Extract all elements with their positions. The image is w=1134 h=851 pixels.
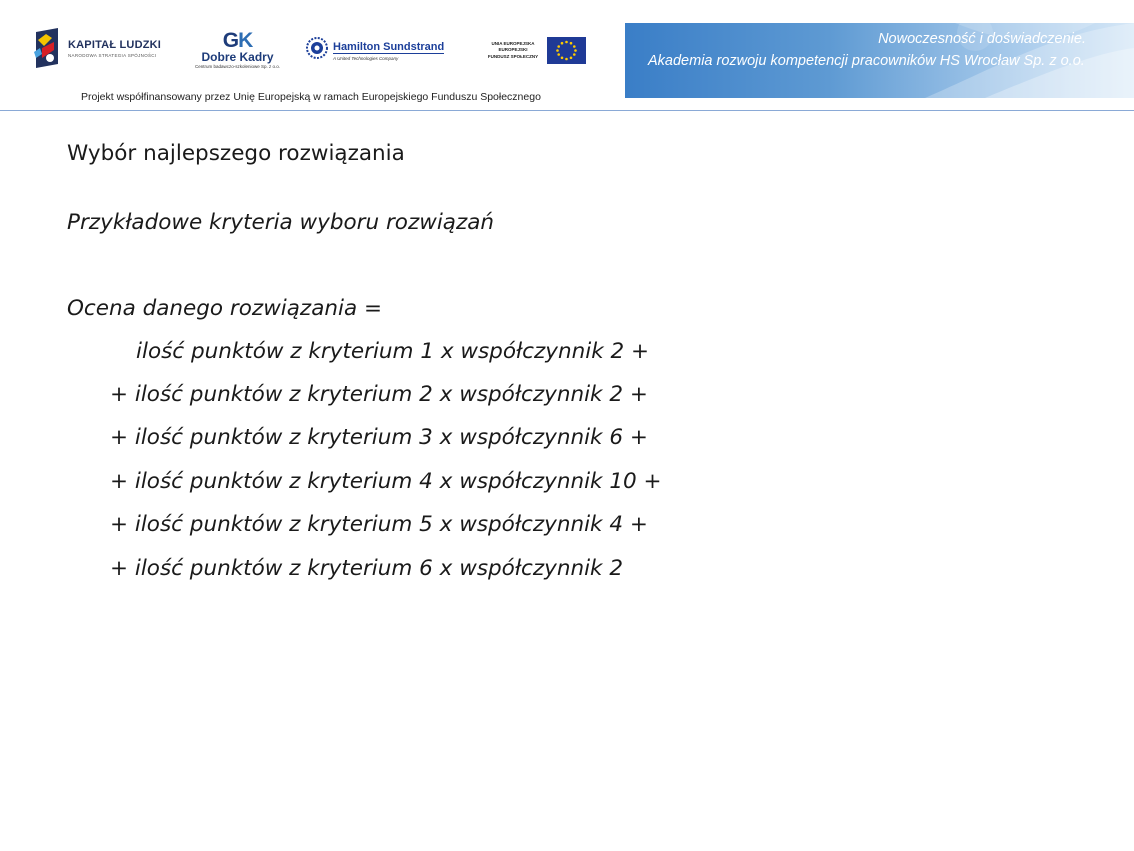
- hamilton-sundstrand-title: Hamilton Sundstrand: [333, 40, 445, 53]
- hamilton-sundstrand-subtitle: A United Technologies Company: [333, 55, 399, 61]
- slide-title: Wybór najlepszego rozwiązania: [67, 141, 405, 166]
- dobre-kadry-mark: [223, 31, 253, 51]
- kapital-ludzki-title: KAPITAŁ LUDZKI: [68, 38, 162, 51]
- dobre-kadry-logo: [195, 31, 280, 69]
- header-divider: [0, 110, 1134, 111]
- formula-line-4: + ilość punktów z kryterium 4 x współczynnik 10 +: [110, 469, 662, 494]
- dobre-kadry-title: Dobre Kadry: [201, 50, 274, 64]
- formula-line-3: + ilość punktów z kryterium 3 x współczynnik 6 +: [110, 425, 648, 450]
- project-funding-note: Projekt współfinansowany przez Unię Europejską w ramach Europejskiego Funduszu Społecznego: [81, 91, 541, 103]
- dobre-kadry-mark-g: G: [222, 29, 239, 52]
- header-banner: [625, 23, 1134, 98]
- kapital-ludzki-logo: [32, 28, 161, 68]
- eu-social-fund-logo: [482, 37, 586, 64]
- hamilton-sundstrand-emblem-icon: [306, 37, 328, 64]
- formula-line-5: + ilość punktów z kryterium 5 x współczynnik 4 +: [110, 512, 648, 537]
- hamilton-sundstrand-logo: [306, 37, 444, 64]
- eu-line-1: UNIA EUROPEJSKA: [491, 41, 535, 47]
- kapital-ludzki-emblem-icon: [32, 28, 62, 68]
- formula-line-2: + ilość punktów z kryterium 2 x współczynnik 2 +: [110, 382, 648, 407]
- kapital-ludzki-subtitle: NARODOWA STRATEGIA SPÓJNOŚCI: [68, 52, 157, 58]
- dobre-kadry-mark-k: K: [238, 29, 253, 52]
- formula-line-1: ilość punktów z kryterium 1 x współczynnik 2 +: [136, 339, 650, 364]
- formula-line-6: + ilość punktów z kryterium 6 x współczynnik 2: [110, 556, 624, 581]
- dobre-kadry-subtitle: Centrum badawczo-szkoleniowe Sp. z o.o.: [195, 64, 281, 69]
- eu-line-2: EUROPEJSKI: [498, 47, 528, 53]
- eu-line-3: FUNDUSZ SPOŁECZNY: [487, 53, 539, 59]
- formula-heading: Ocena danego rozwiązania =: [67, 296, 383, 321]
- eu-flag-icon: [547, 37, 586, 64]
- slide-subtitle: Przykładowe kryteria wyboru rozwiązań: [67, 210, 495, 235]
- banner-tagline: Nowoczesność i doświadczenie.: [878, 31, 1086, 47]
- banner-program-name: Akademia rozwoju kompetencji pracowników HS Wrocław Sp. z o.o.: [648, 53, 1085, 69]
